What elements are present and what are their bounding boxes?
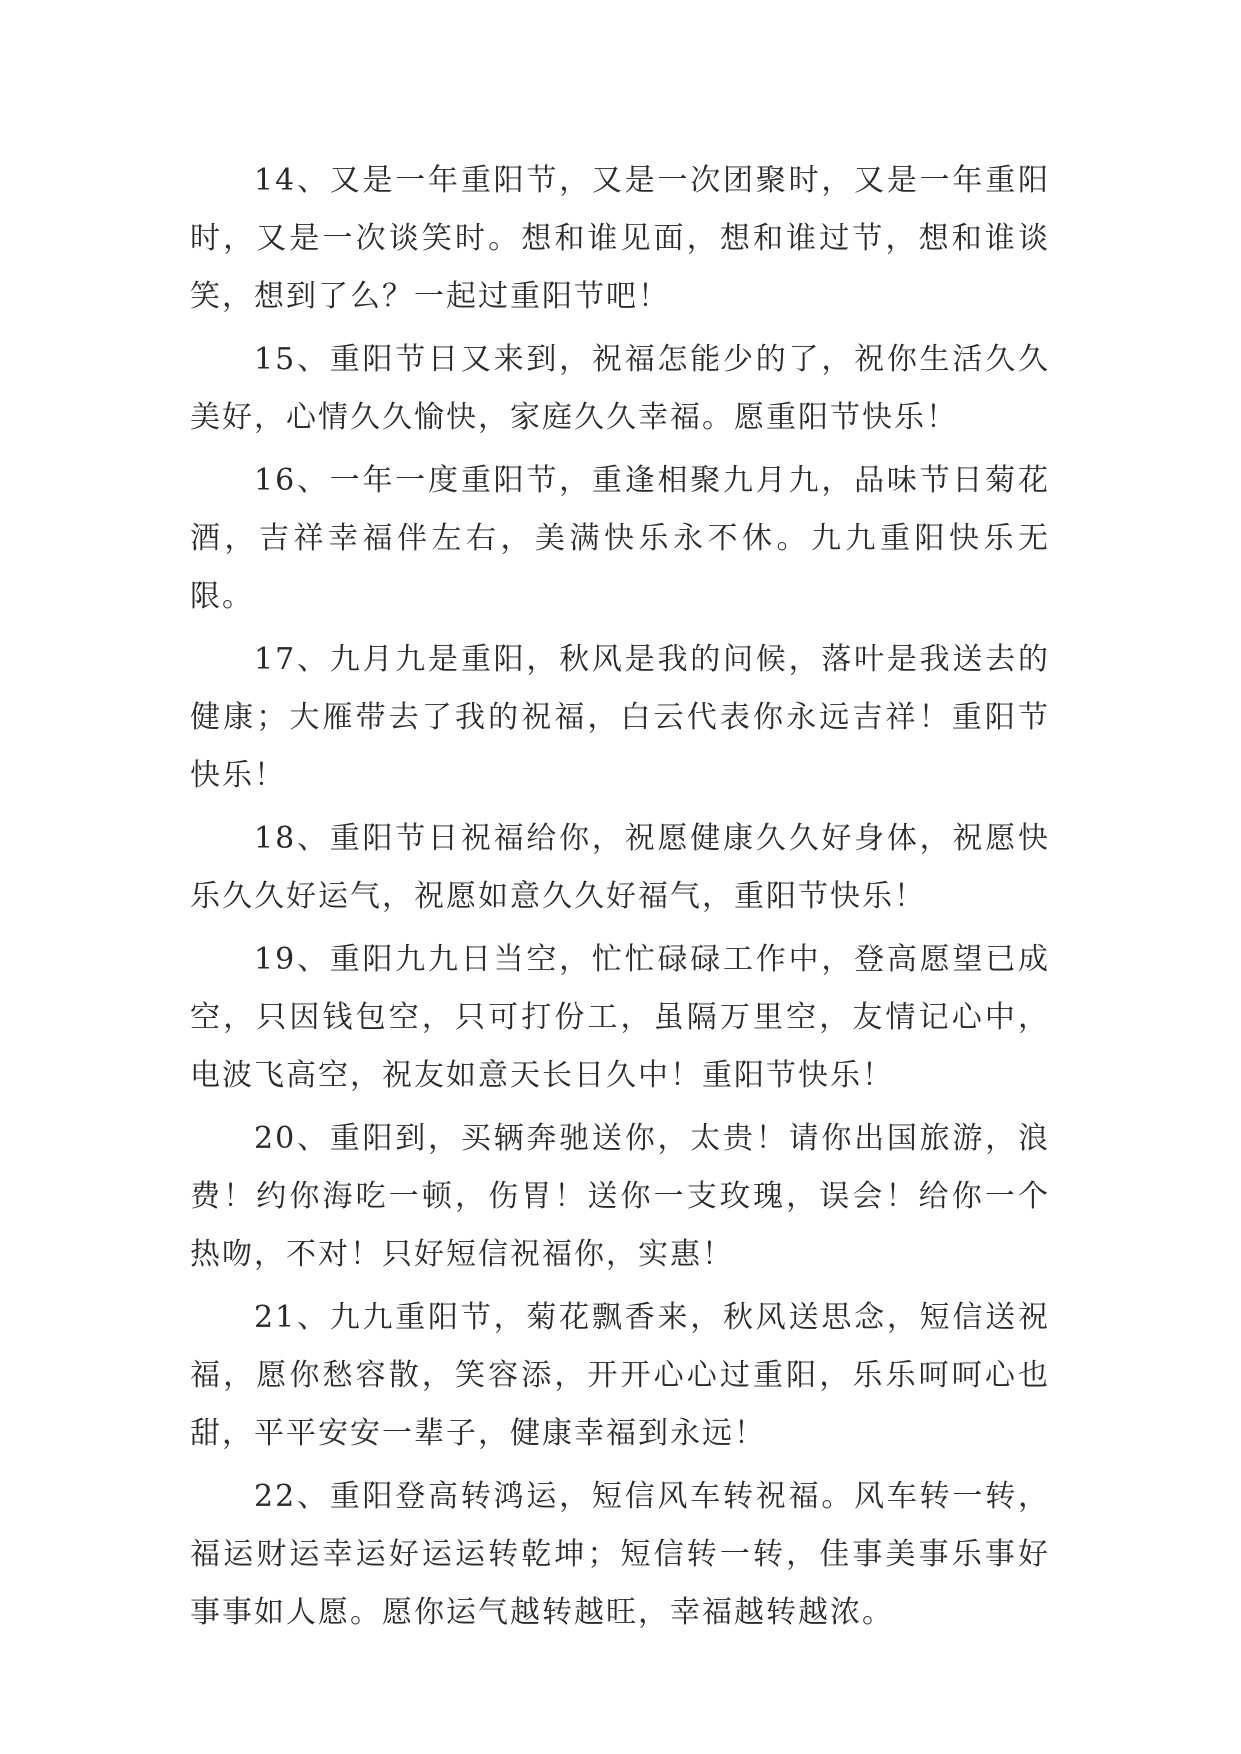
paragraph-14: 14、又是一年重阳节，又是一次团聚时，又是一年重阳时，又是一次谈笑时。想和谁见面，想和谁过节，想和谁谈笑，想到了么？一起过重阳节吧！ — [190, 163, 1050, 314]
paragraph-20: 20、重阳到，买辆奔驰送你，太贵！请你出国旅游，浪费！约你海吃一顿，伤胃！送你一支玫瑰，误会！给你一个热吻，不对！只好短信祝福你，实惠！ — [190, 1121, 1050, 1272]
paragraph-19: 19、重阳九九日当空，忙忙碌碌工作中，登高愿望已成空，只因钱包空，只可打份工，虽隔万里空，友情记心中，电波飞高空，祝友如意天长日久中！重阳节快乐！ — [190, 942, 1050, 1093]
paragraph-18: 18、重阳节日祝福给你，祝愿健康久久好身体，祝愿快乐久久好运气，祝愿如意久久好福气，重阳节快乐！ — [190, 821, 1050, 914]
paragraph-15: 15、重阳节日又来到，祝福怎能少的了，祝你生活久久美好，心情久久愉快，家庭久久幸福。愿重阳节快乐！ — [190, 342, 1050, 435]
paragraph-17: 17、九月九是重阳，秋风是我的问候，落叶是我送去的健康；大雁带去了我的祝福，白云代表你永远吉祥！重阳节快乐！ — [190, 642, 1050, 793]
document-body — [190, 152, 1050, 1647]
paragraph-21: 21、九九重阳节，菊花飘香来，秋风送思念，短信送祝福，愿你愁容散，笑容添，开开心心过重阳，乐乐呵呵心也甜，平平安安一辈子，健康幸福到永远！ — [190, 1300, 1050, 1451]
paragraph-22: 22、重阳登高转鸿运，短信风车转祝福。风车转一转，福运财运幸运好运运转乾坤；短信转一转，佳事美事乐事好事事如人愿。愿你运气越转越旺，幸福越转越浓。 — [190, 1479, 1050, 1630]
paragraph-16: 16、一年一度重阳节，重逢相聚九月九，品味节日菊花酒，吉祥幸福伴左右，美满快乐永不休。九九重阳快乐无限。 — [190, 463, 1050, 614]
